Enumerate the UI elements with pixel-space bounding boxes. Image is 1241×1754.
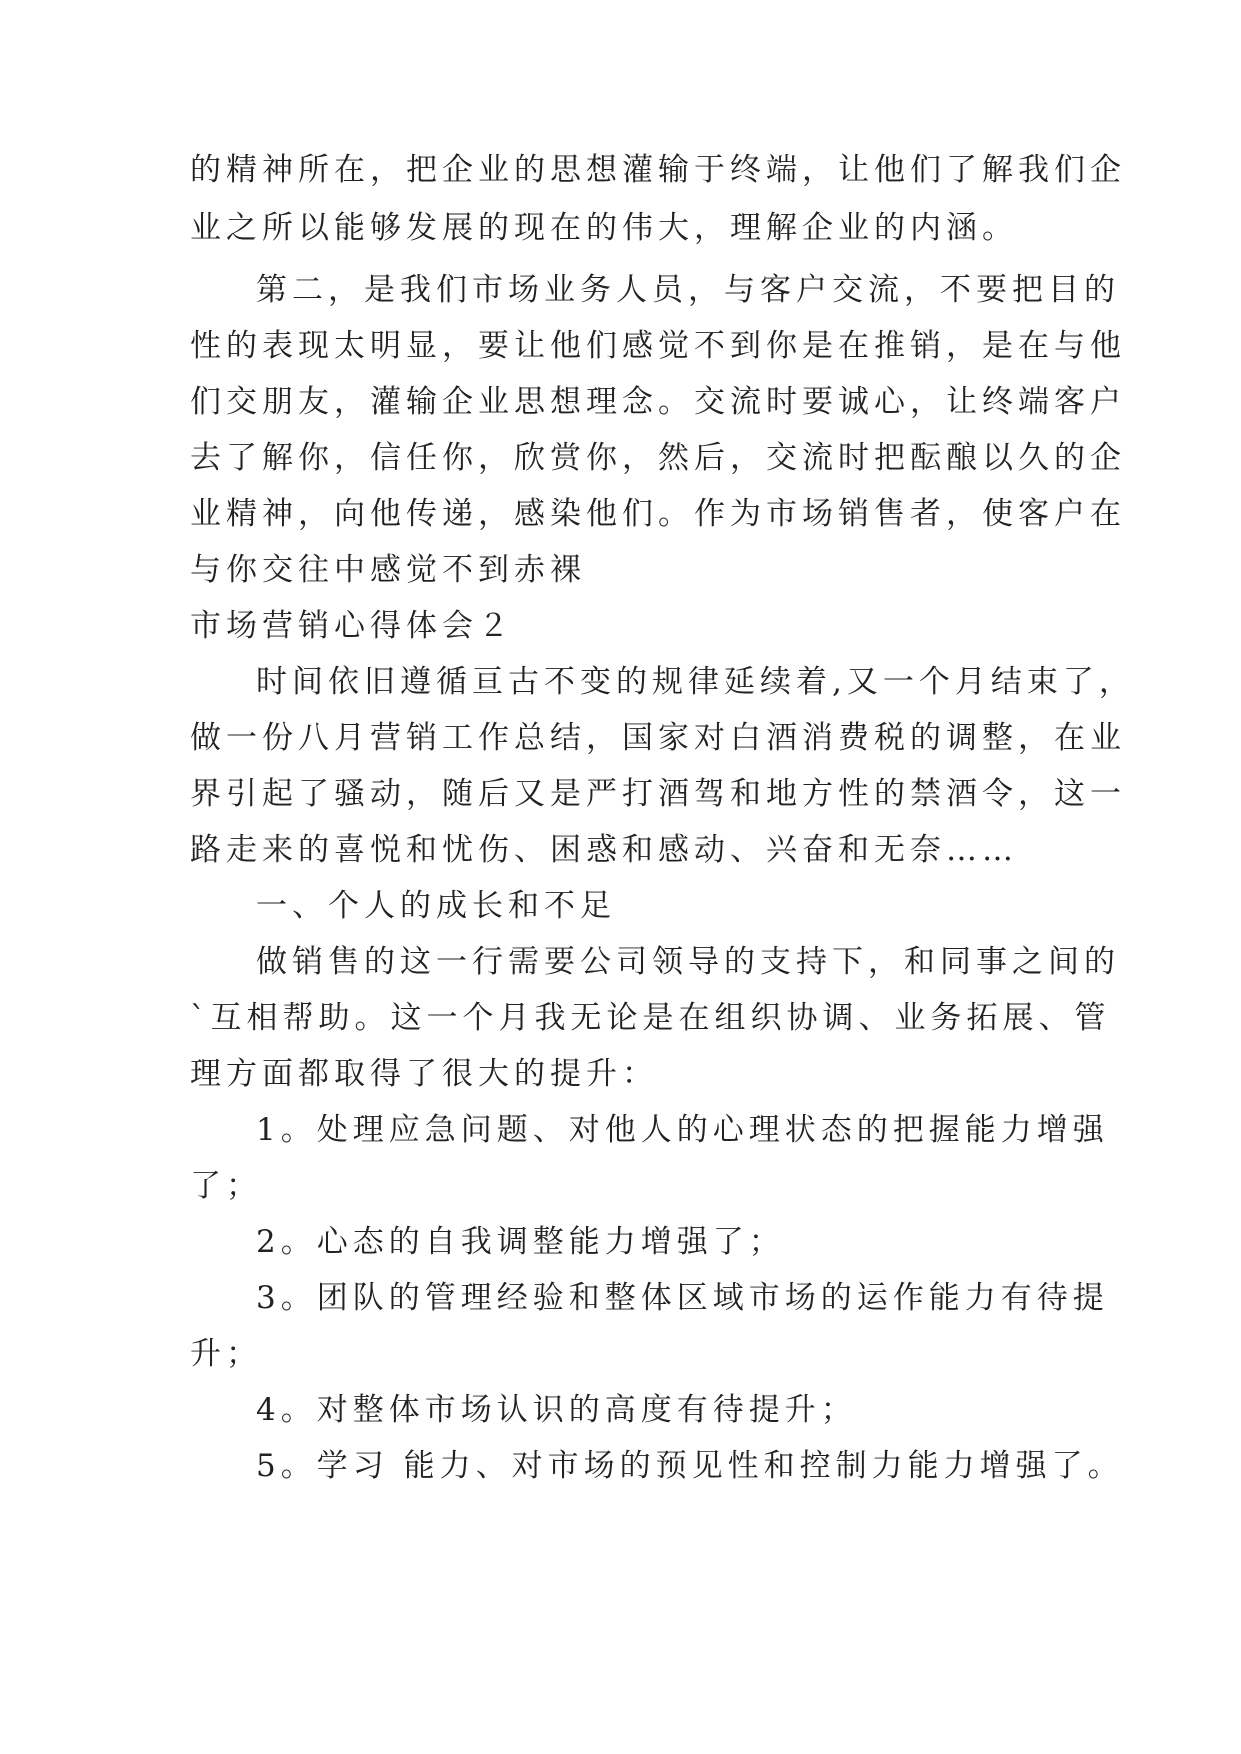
text-line: 理方面都取得了很大的提升： [190, 1056, 658, 1092]
text-line: `互相帮助。这一个月我无论是在组织协调、业务拓展、管 [190, 1000, 1111, 1036]
text-line: 去了解你，信任你，欣赏你，然后，交流时把酝酿以久的企 [190, 440, 1126, 476]
text-line: 第二，是我们市场业务人员，与客户交流，不要把目的 [256, 272, 1120, 308]
text-line: 升； [190, 1336, 262, 1372]
section-heading: 市场营销心得体会２ [190, 608, 514, 644]
subsection-heading: 一、个人的成长和不足 [256, 888, 616, 924]
list-item: 1。处理应急问题、对他人的心理状态的把握能力增强 [256, 1112, 1109, 1148]
list-item: 4。对整体市场认识的高度有待提升； [256, 1392, 857, 1428]
text-line: 与你交往中感觉不到赤裸 [190, 552, 586, 588]
text-line: 性的表现太明显，要让他们感觉不到你是在推销，是在与他 [190, 328, 1126, 364]
text-line: 时间依旧遵循亘古不变的规律延续着,又一个月结束了， [256, 664, 1135, 700]
list-item: 2。心态的自我调整能力增强了； [256, 1224, 785, 1260]
text-line: 的精神所在，把企业的思想灌输于终端，让他们了解我们企 [190, 152, 1126, 188]
text-line: 做销售的这一行需要公司领导的支持下，和同事之间的 [256, 944, 1120, 980]
text-line: 业之所以能够发展的现在的伟大，理解企业的内涵。 [190, 210, 1018, 246]
text-line: 们交朋友，灌输企业思想理念。交流时要诚心，让终端客户 [190, 384, 1126, 420]
list-item: 5。学习 能力、对市场的预见性和控制力能力增强了。 [256, 1448, 1124, 1484]
text-line: 做一份八月营销工作总结，国家对白酒消费税的调整，在业 [190, 720, 1126, 756]
text-line: 业精神，向他传递，感染他们。作为市场销售者，使客户在 [190, 496, 1126, 532]
list-item: 3。团队的管理经验和整体区域市场的运作能力有待提 [256, 1280, 1109, 1316]
text-line: 界引起了骚动，随后又是严打酒驾和地方性的禁酒令，这一 [190, 776, 1126, 812]
text-line: 了； [190, 1168, 262, 1204]
text-line: 路走来的喜悦和忧伤、困惑和感动、兴奋和无奈…… [190, 832, 1018, 868]
